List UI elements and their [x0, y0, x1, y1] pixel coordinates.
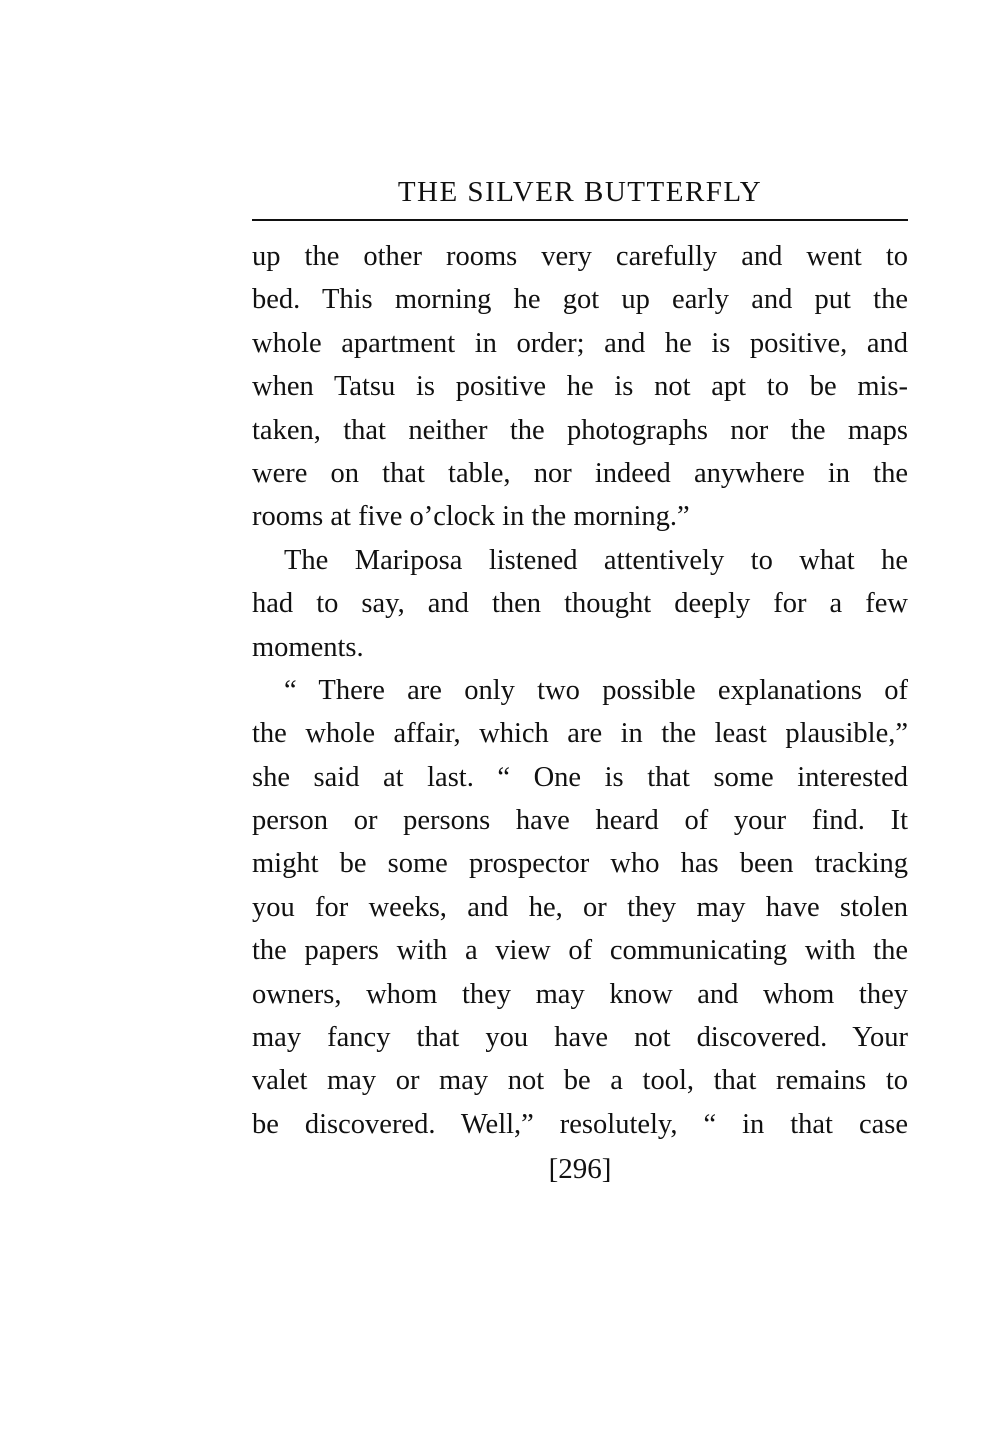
- text-line: owners, whom they may know and whom they: [252, 978, 908, 1010]
- text-line: be discovered. Well,” resolutely, “ in that case: [252, 1108, 908, 1140]
- page-number: [296]: [548, 1153, 612, 1185]
- text-line: were on that table, nor indeed anywhere in the: [252, 457, 908, 489]
- text-line: moments.: [252, 631, 364, 663]
- text-line: had to say, and then thought deeply for a few: [252, 588, 908, 620]
- text-line: the whole affair, which are in the least plausible,”: [252, 718, 908, 750]
- text-line: person or persons have heard of your find. It: [252, 805, 908, 837]
- text-line: may fancy that you have not discovered. Your: [252, 1022, 908, 1054]
- text-line: when Tatsu is positive he is not apt to be mis-: [252, 371, 908, 403]
- text-line: she said at last. “ One is that some interested: [252, 761, 908, 793]
- text-line: the papers with a view of communicating with the: [252, 935, 908, 967]
- text-line: taken, that neither the photographs nor the maps: [252, 414, 908, 446]
- text-line: you for weeks, and he, or they may have stolen: [252, 891, 908, 923]
- running-head-title: THE SILVER BUTTERFLY: [397, 176, 763, 208]
- text-line: valet may or may not be a tool, that remains to: [252, 1065, 908, 1097]
- text-line: “ There are only two possible explanations of: [284, 674, 908, 706]
- text-line: whole apartment in order; and he is positive, and: [252, 327, 908, 359]
- text-line: rooms at five o’clock in the morning.”: [252, 501, 690, 533]
- text-line: might be some prospector who has been tracking: [252, 848, 908, 880]
- text-line: up the other rooms very carefully and went to: [252, 241, 908, 272]
- text-line: The Mariposa listened attentively to what he: [284, 544, 908, 576]
- body-text: [252, 235, 908, 1146]
- text-line: bed. This morning he got up early and put the: [252, 284, 908, 316]
- header-rule: [252, 219, 908, 221]
